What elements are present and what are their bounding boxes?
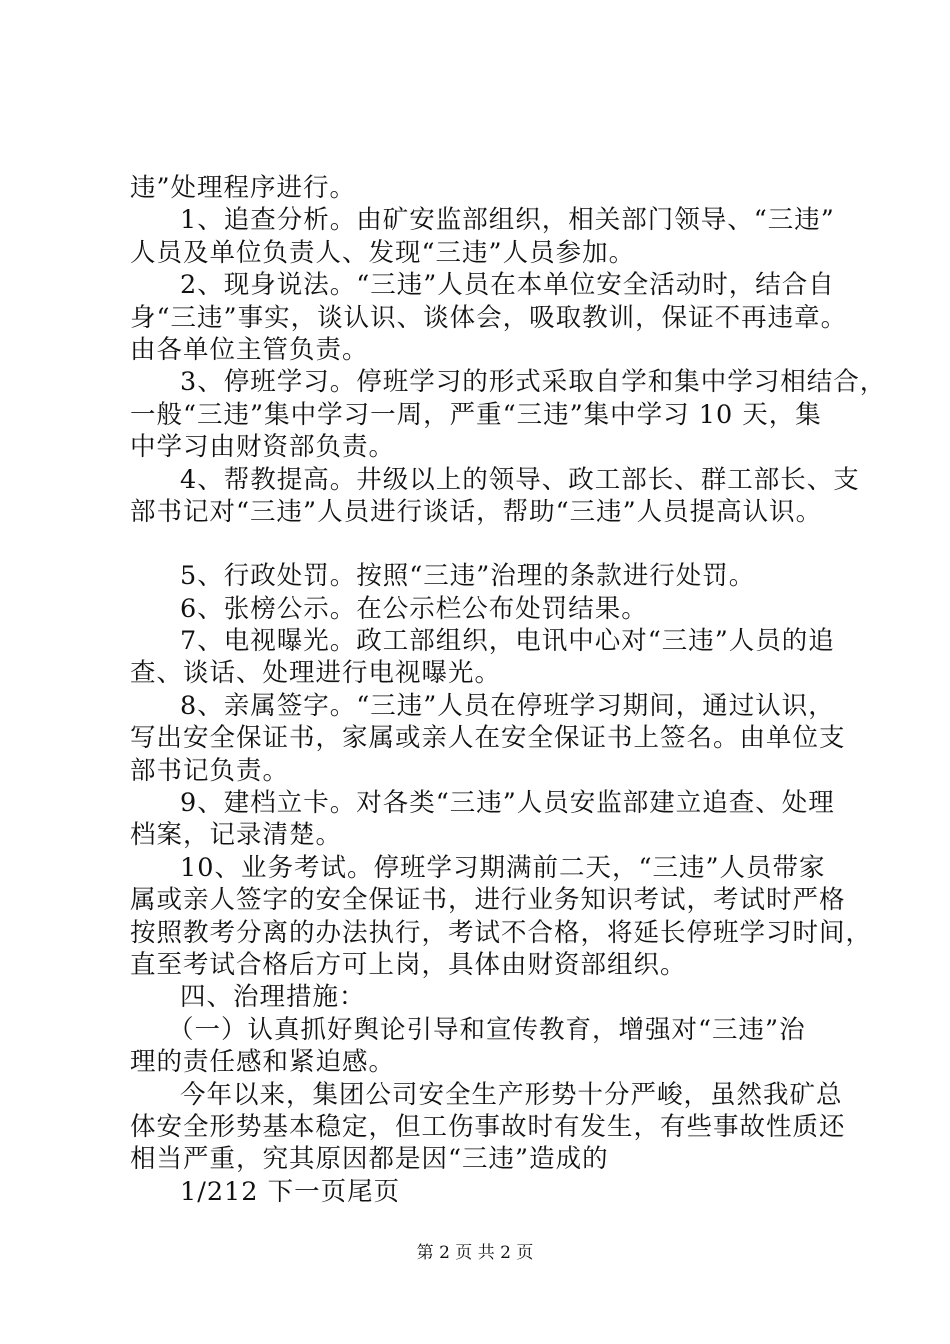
pager <box>130 1176 830 1208</box>
page-info: 1/212 <box>180 1176 259 1207</box>
text-line: 2、现身说法。“三违”人员在本单位安全活动时，结合自 <box>180 270 835 301</box>
text-line: 6、张榜公示。在公示栏公布处罚结果。 <box>180 593 648 624</box>
text-line: 相当严重，究其原因都是因“三违”造成的 <box>130 1144 609 1175</box>
text-line: 四、治理措施： <box>180 982 366 1013</box>
next-page-link[interactable]: 下一页 <box>267 1176 348 1207</box>
text-line: 9、建档立卡。对各类“三违”人员安监部建立追查、处理 <box>180 788 835 819</box>
text-line: 人员及单位负责人、发现“三违”人员参加。 <box>130 237 636 268</box>
text-line: 1、追查分析。由矿安监部组织，相关部门领导、“三违” <box>180 205 835 236</box>
text-line: 4、帮教提高。井级以上的领导、政工部长、群工部长、支 <box>180 464 860 495</box>
last-page-link[interactable]: 尾页 <box>347 1176 401 1207</box>
text-line: 违”处理程序进行。 <box>130 173 357 203</box>
text-line: 体安全形势基本稳定，但工伤事故时有发生，有些事故性质还 <box>130 1111 846 1142</box>
text-line: 部书记对“三违”人员进行谈话，帮助“三违”人员提高认识。 <box>130 496 823 527</box>
text-line: 3、停班学习。停班学习的形式采取自学和集中学习相结合， <box>180 367 887 398</box>
text-line: 中学习由财资部负责。 <box>130 432 396 463</box>
text-line: 今年以来，集团公司安全生产形势十分严峻，虽然我矿总 <box>180 1079 843 1110</box>
page-footer: 第 2 页 共 2 页 <box>416 1243 534 1263</box>
text-line: 属或亲人签字的安全保证书，进行业务知识考试，考试时严格 <box>130 885 846 916</box>
paragraph-gap <box>130 528 830 560</box>
text-line: （一）认真抓好舆论引导和宣传教育，增强对“三违”治 <box>168 1014 806 1045</box>
text-line: 10、业务考试。停班学习期满前二天，“三违”人员带家 <box>180 852 826 883</box>
text-line: 7、电视曝光。政工部组织，电讯中心对“三违”人员的追 <box>180 626 835 657</box>
text-line: 档案，记录清楚。 <box>130 820 343 851</box>
text-line: 部书记负责。 <box>130 755 290 786</box>
text-line: 一般“三违”集中学习一周，严重“三违”集中学习 10 天，集 <box>130 399 822 430</box>
text-line: 查、谈话、处理进行电视曝光。 <box>130 658 502 689</box>
text-line: 直至考试合格后方可上岗，具体由财资部组织。 <box>130 949 687 980</box>
text-line: 理的责任感和紧迫感。 <box>130 1047 396 1078</box>
text-line: 由各单位主管负责。 <box>130 334 369 365</box>
text-line: 5、行政处罚。按照“三违”治理的条款进行处罚。 <box>180 561 756 592</box>
document-body <box>130 172 887 1208</box>
text-line: 写出安全保证书，家属或亲人在安全保证书上签名。由单位支 <box>130 723 846 754</box>
text-line: 按照教考分离的办法执行，考试不合格，将延长停班学习时间， <box>130 917 873 948</box>
text-line: 身“三违”事实，谈认识、谈体会，吸取教训，保证不再违章。 <box>130 302 848 333</box>
text-line: 8、亲属签字。“三违”人员在停班学习期间，通过认识， <box>180 690 835 721</box>
